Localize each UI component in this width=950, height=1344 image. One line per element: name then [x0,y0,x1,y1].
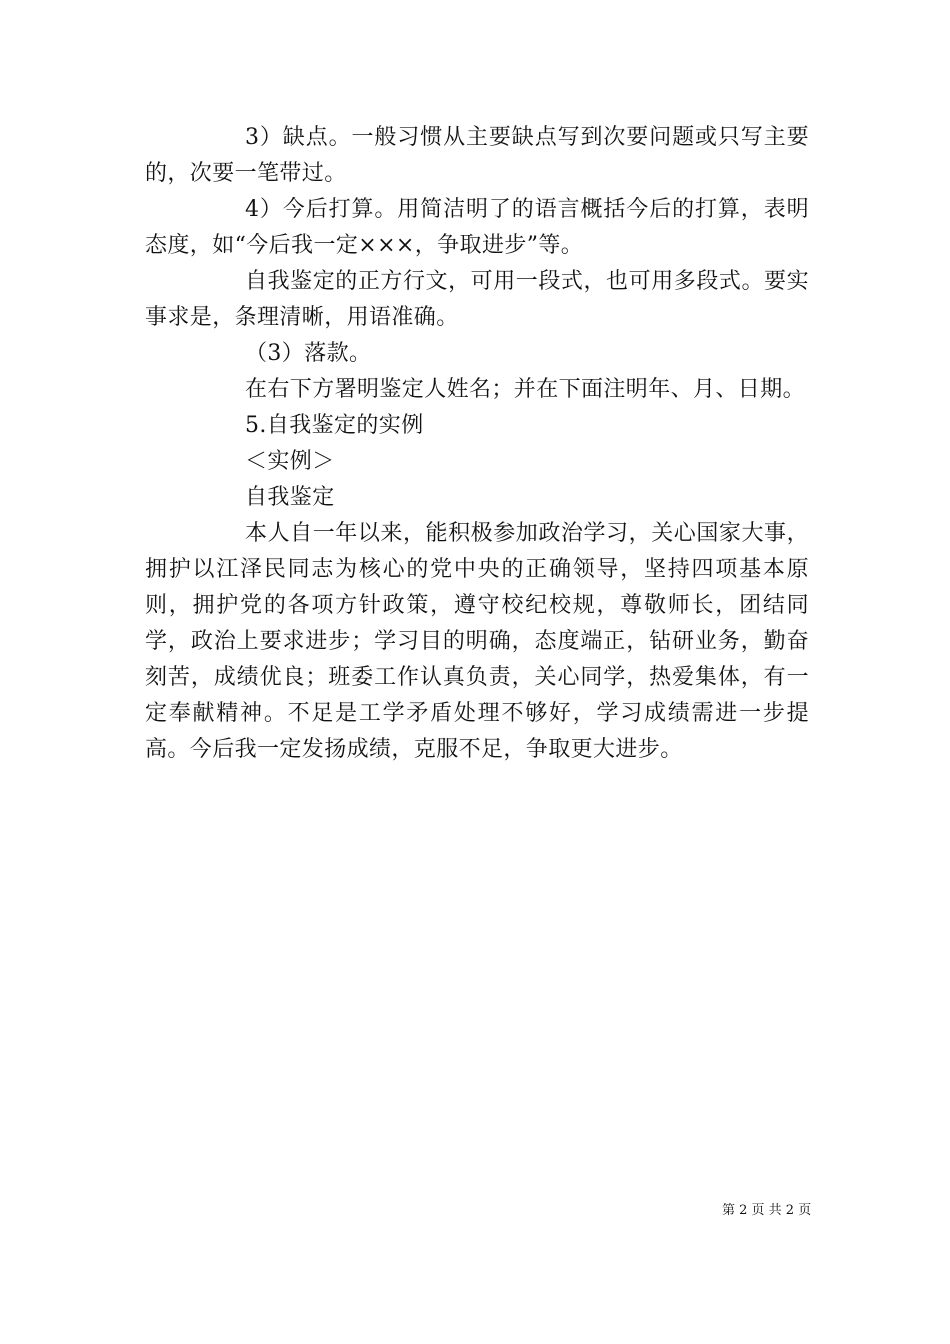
paragraph-signature-instructions: 在右下方署明鉴定人姓名；并在下面注明年、月、日期。 [245,377,806,402]
document-body [145,120,809,768]
page-number-footer: 第 2 页 共 2 页 [722,1203,812,1218]
paragraph-signature-heading: （3）落款。 [245,341,372,366]
example-title: 自我鉴定 [245,485,335,510]
paragraph-body-style: 自我鉴定的正方行文，可用一段式，也可用多段式。要实事求是，条理清晰，用语准确。 [145,269,809,330]
example-body: 本人自一年以来，能积极参加政治学习，关心国家大事，拥护以江泽民同志为核心的党中央的正确领导，坚持四项基本原则，拥护党的各项方针政策，遵守校纪校规，尊敬师长，团结同学，政治上要求进步；学习目的明确，态度端正，钻研业务，勤奋刻苦，成绩优良；班委工作认真负责，关心同学，热爱集体，有一定奉献精神。不足是工学矛盾处理不够好，学习成绩需进一步提高。今后我一定发扬成绩，克服不足，争取更大进步。 [145,521,809,762]
paragraph-shortcomings: 3）缺点。一般习惯从主要缺点写到次要问题或只写主要的，次要一笔带过。 [145,125,809,186]
example-label: ＜实例＞ [245,449,335,474]
paragraph-future-plans: 4）今后打算。用简洁明了的语言概括今后的打算，表明态度，如“今后我一定×××，争取进步”等。 [145,197,809,258]
section-heading-example: 5.自我鉴定的实例 [245,413,424,438]
